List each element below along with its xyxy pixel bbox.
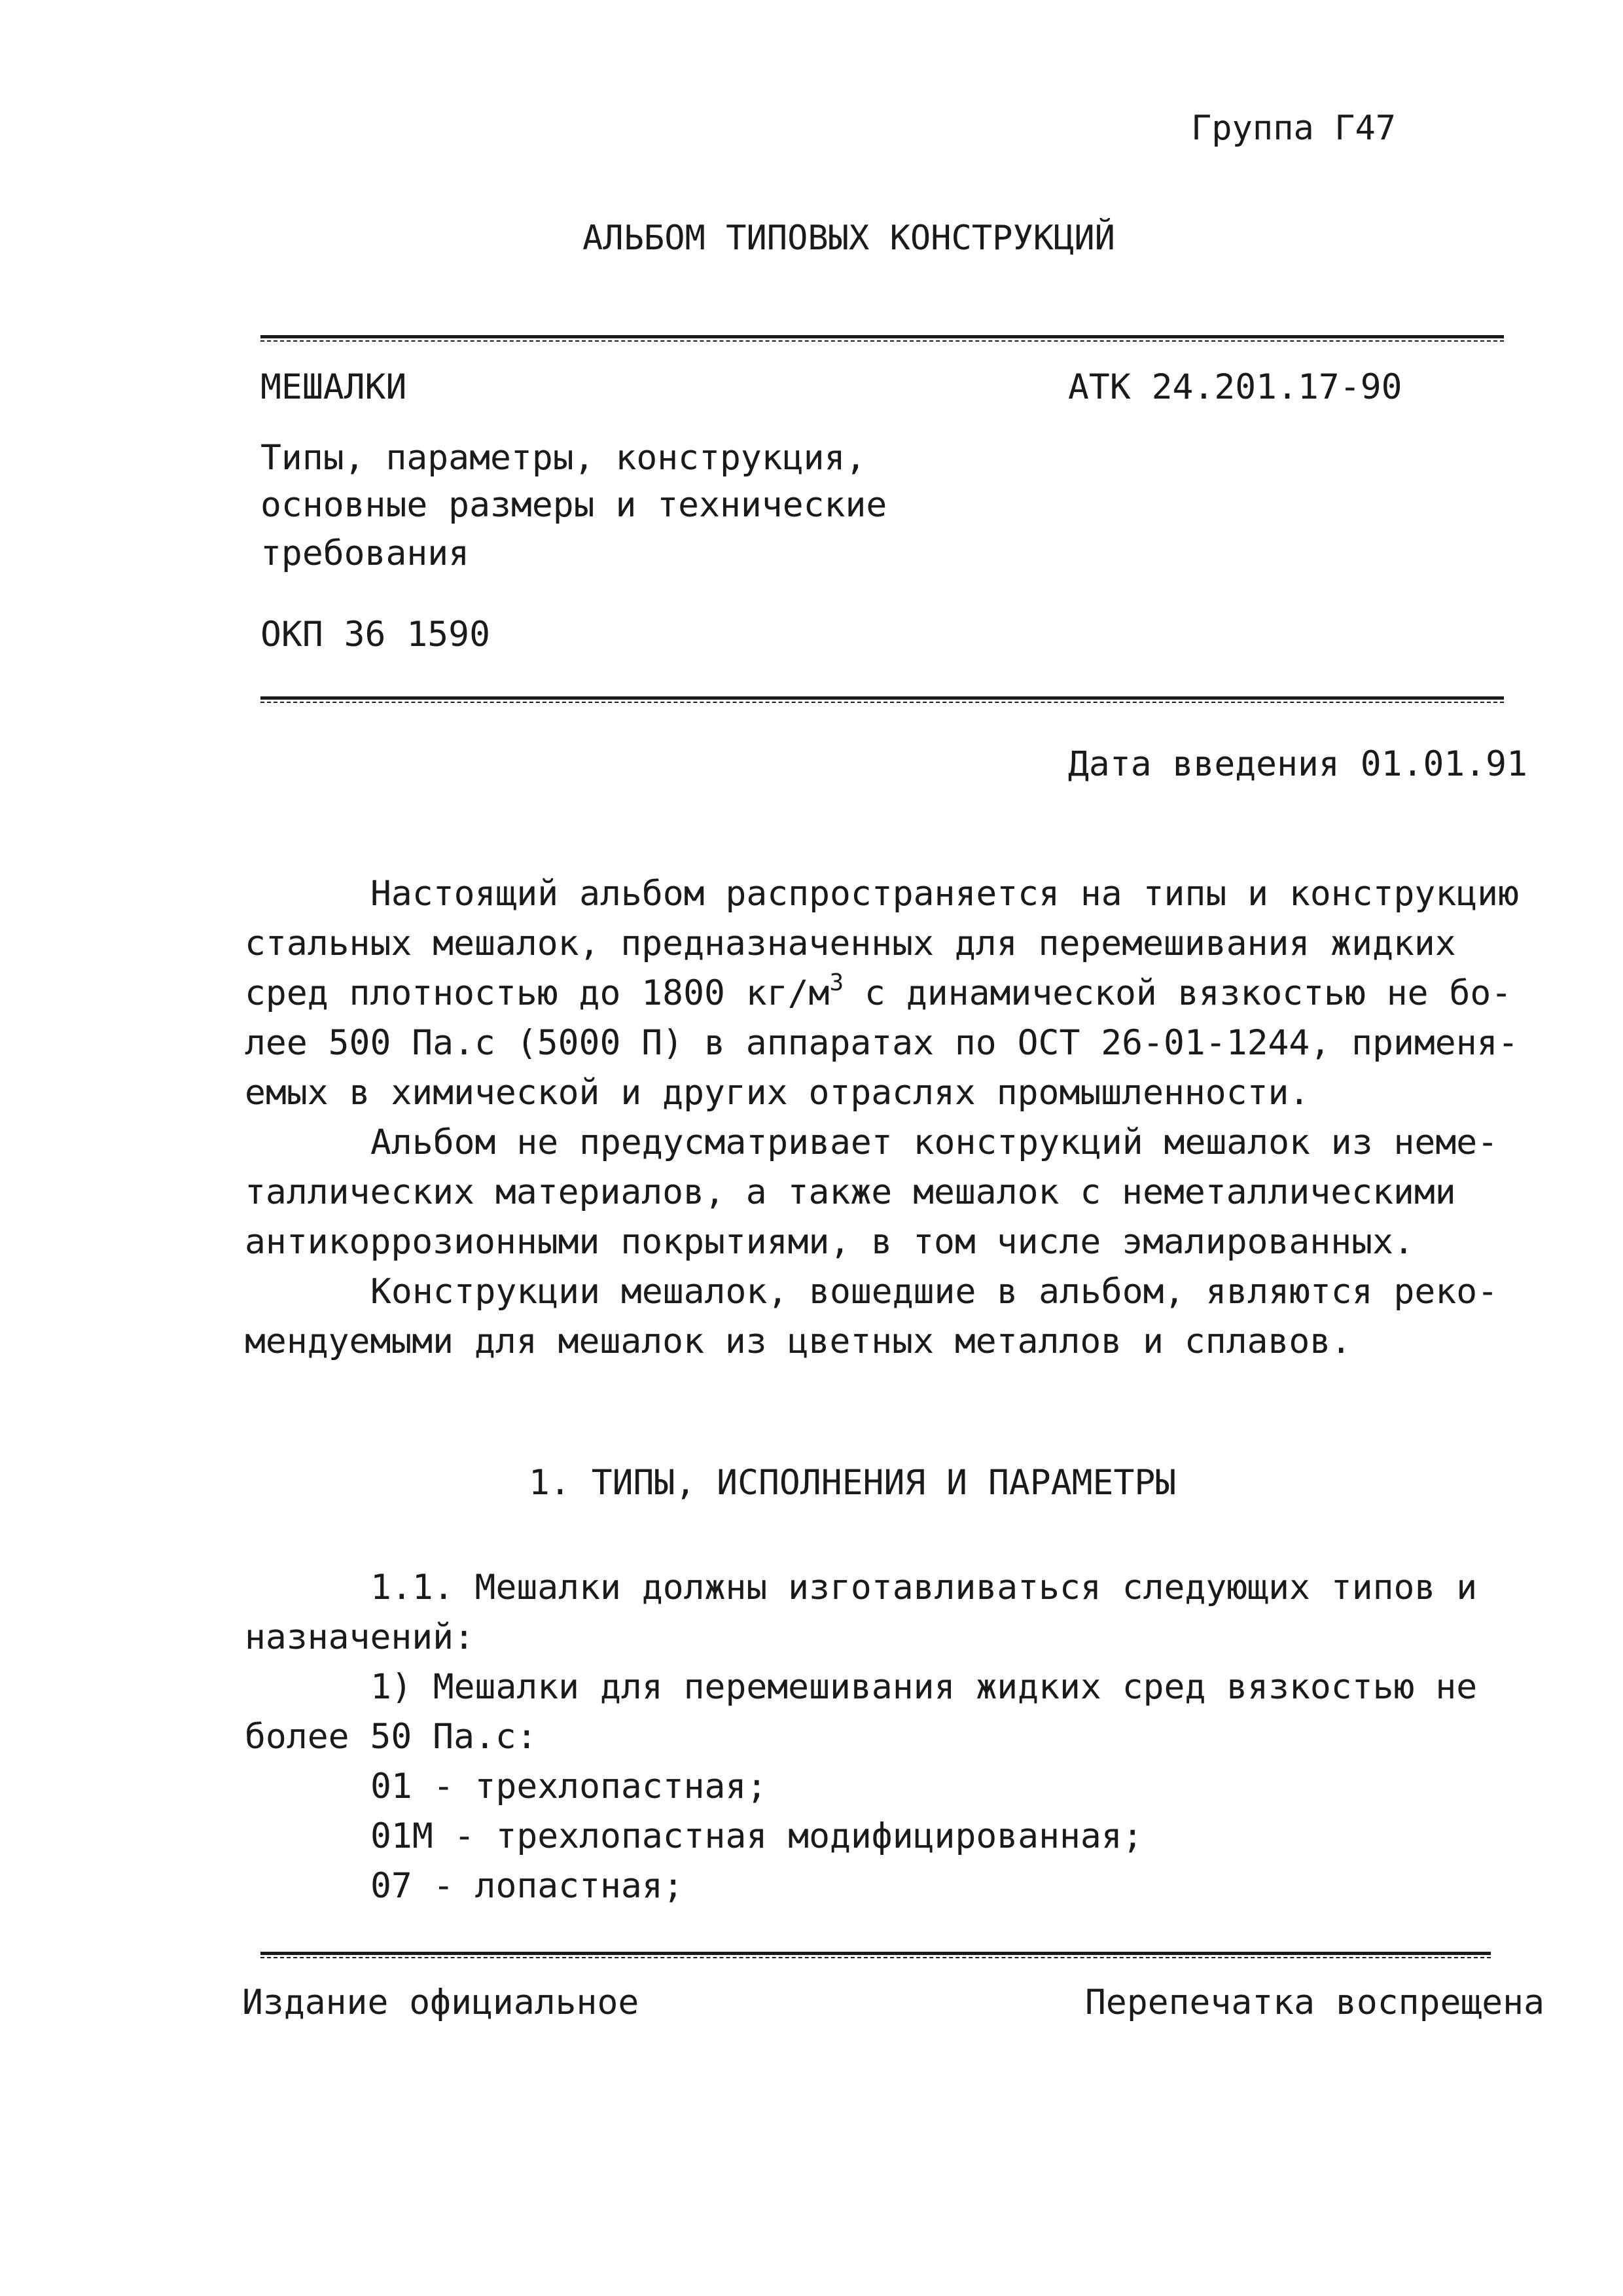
- doc-subtitle-line: основные размеры и технические: [260, 485, 887, 525]
- viscosity-text: с динамической вязкостью не бо-: [844, 973, 1512, 1013]
- type-item: 01 - трехлопастная;: [370, 1767, 768, 1806]
- paragraph-line: емых в химической и других отраслях промышленности.: [245, 1073, 1310, 1113]
- bottom-rule: [260, 1952, 1491, 1955]
- section-line: 1) Мешалки для перемешивания жидких сред вязкостью не: [370, 1667, 1478, 1707]
- paragraph-line: таллических материалов, а также мешалок с неметаллическими: [245, 1172, 1456, 1212]
- doc-code: АТК 24.201.17-90: [1068, 367, 1402, 407]
- section-heading: 1. ТИПЫ, ИСПОЛНЕНИЯ И ПАРАМЕТРЫ: [529, 1463, 1177, 1503]
- okp-code: ОКП 36 1590: [260, 615, 490, 655]
- footer-official: Издание официальное: [242, 1982, 639, 2022]
- doc-title: МЕШАЛКИ: [260, 367, 407, 407]
- intro-date: Дата введения 01.01.91: [1068, 744, 1527, 784]
- footer-reprint: Перепечатка воспрещена: [1085, 1982, 1544, 2022]
- paragraph-line: мендуемыми для мешалок из цветных металлов и сплавов.: [245, 1321, 1352, 1361]
- album-title: АЛЬБОМ ТИПОВЫХ КОНСТРУКЦИЙ: [582, 219, 1115, 258]
- middle-rule: [260, 696, 1504, 700]
- paragraph-line: лее 500 Па.с (5000 П) в аппаратах по ОСТ 26-01-1244, применя-: [245, 1023, 1519, 1063]
- paragraph-line: стальных мешалок, предназначенных для перемешивания жидких: [245, 924, 1456, 963]
- paragraph-line: [245, 969, 1512, 1014]
- section-line: 1.1. Мешалки должны изготавливаться следующих типов и: [370, 1568, 1478, 1607]
- paragraph-line: Альбом не предусматривает конструкций мешалок из неме-: [370, 1122, 1499, 1162]
- cube-superscript: 3: [829, 969, 844, 996]
- section-line: более 50 Па.с:: [245, 1717, 537, 1757]
- group-label: Группа Г47: [1191, 109, 1397, 148]
- paragraph-line: антикоррозионными покрытиями, в том числе эмалированных.: [245, 1222, 1414, 1262]
- doc-subtitle-line: требования: [260, 533, 470, 573]
- paragraph-line: Настоящий альбом распространяется на типы и конструкцию: [370, 874, 1519, 914]
- paragraph-line: Конструкции мешалок, вошедшие в альбом, являются реко-: [370, 1272, 1499, 1312]
- type-item: 01М - трехлопастная модифицированная;: [370, 1816, 1143, 1856]
- section-line: назначений:: [245, 1617, 474, 1657]
- doc-subtitle-line: Типы, параметры, конструкция,: [260, 438, 866, 478]
- density-text: сред плотностью до 1800 кг/м: [245, 973, 830, 1013]
- top-rule: [260, 335, 1504, 338]
- type-item: 07 - лопастная;: [370, 1866, 684, 1906]
